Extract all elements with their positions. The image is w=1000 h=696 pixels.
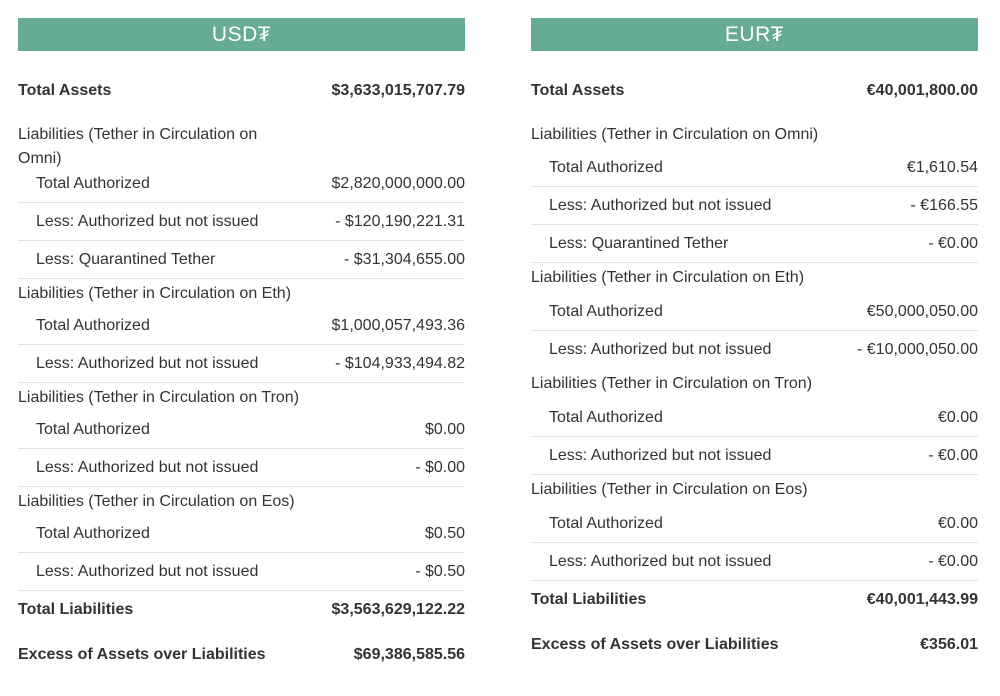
usd-excess-row [18, 646, 465, 664]
eur-omni-quarantined-row: Less: Quarantined Tether - €0.00 [531, 225, 978, 263]
eur-tron-total-authorized-row: Total Authorized €0.00 [531, 399, 978, 437]
eur-panel [531, 18, 978, 654]
usd-tron-not-issued-row: Less: Authorized but not issued - $0.00 [18, 449, 465, 487]
eur-total-assets-row [531, 82, 978, 100]
eur-eth-total-authorized-row: Total Authorized €50,000,050.00 [531, 293, 978, 331]
eur-total-liabilities-value: €40,001,443.99 [866, 591, 978, 608]
usd-eth-total-authorized-row: Total Authorized $1,000,057,493.36 [18, 307, 465, 345]
usd-total-assets-label: Total Assets [18, 82, 112, 99]
usd-total-assets-value: $3,633,015,707.79 [331, 82, 465, 99]
usd-omni-not-issued-row: Less: Authorized but not issued - $120,190,221.31 [18, 203, 465, 241]
usd-total-assets-row [18, 82, 465, 100]
usd-header: USD₮ [18, 18, 465, 51]
usd-total-liabilities-value: $3,563,629,122.22 [331, 601, 465, 618]
usd-total-liabilities-label: Total Liabilities [18, 601, 134, 618]
eur-omni-total-authorized-row: Total Authorized €1,610.54 [531, 149, 978, 187]
usd-total-liabilities-row [18, 601, 465, 619]
usd-tron-section-label: Liabilities (Tether in Circulation on Tron) [18, 389, 300, 406]
eur-eth-not-issued-row: Less: Authorized but not issued - €10,000,050.00 [549, 341, 978, 358]
usd-panel [18, 18, 465, 664]
eur-eos-not-issued-row: Less: Authorized but not issued - €0.00 [531, 543, 978, 581]
usd-eth-section-label: Liabilities (Tether in Circulation on Eth) [18, 285, 292, 302]
usd-tron-total-authorized-row: Total Authorized $0.00 [18, 411, 465, 449]
eur-eos-total-authorized-row: Total Authorized €0.00 [531, 505, 978, 543]
usd-eos-not-issued-row: Less: Authorized but not issued - $0.50 [18, 553, 465, 591]
eur-tron-section-label: Liabilities (Tether in Circulation on Tron) [531, 375, 813, 392]
eur-omni-not-issued-row: Less: Authorized but not issued - €166.55 [531, 187, 978, 225]
eur-tron-not-issued-row: Less: Authorized but not issued - €0.00 [531, 437, 978, 475]
usd-excess-label: Excess of Assets over Liabilities [18, 646, 266, 663]
usd-omni-section-label: Liabilities (Tether in Circulation on Omni) [18, 126, 258, 167]
eur-omni-section-label: Liabilities (Tether in Circulation on Omni) [531, 126, 819, 143]
eur-total-assets-label: Total Assets [531, 82, 625, 99]
eur-header: EUR₮ [531, 18, 978, 51]
usd-eos-total-authorized-row: Total Authorized $0.50 [18, 515, 465, 553]
usd-eth-not-issued-row: Less: Authorized but not issued - $104,933,494.82 [18, 345, 465, 383]
usd-omni-quarantined-row: Less: Quarantined Tether - $31,304,655.00 [18, 241, 465, 279]
eur-total-liabilities-row [531, 591, 978, 609]
eur-eos-section-label: Liabilities (Tether in Circulation on Eos) [531, 481, 808, 498]
eur-eth-section-label: Liabilities (Tether in Circulation on Eth) [531, 269, 805, 286]
eur-excess-label: Excess of Assets over Liabilities [531, 636, 779, 653]
usd-omni-total-authorized-row: Total Authorized $2,820,000,000.00 [18, 165, 465, 203]
eur-total-assets-value: €40,001,800.00 [866, 82, 978, 99]
eur-excess-value: €356.01 [920, 636, 978, 653]
usd-excess-value: $69,386,585.56 [353, 646, 465, 663]
eur-excess-row [531, 636, 978, 654]
usd-eos-section-label: Liabilities (Tether in Circulation on Eos) [18, 493, 295, 510]
eur-total-liabilities-label: Total Liabilities [531, 591, 647, 608]
